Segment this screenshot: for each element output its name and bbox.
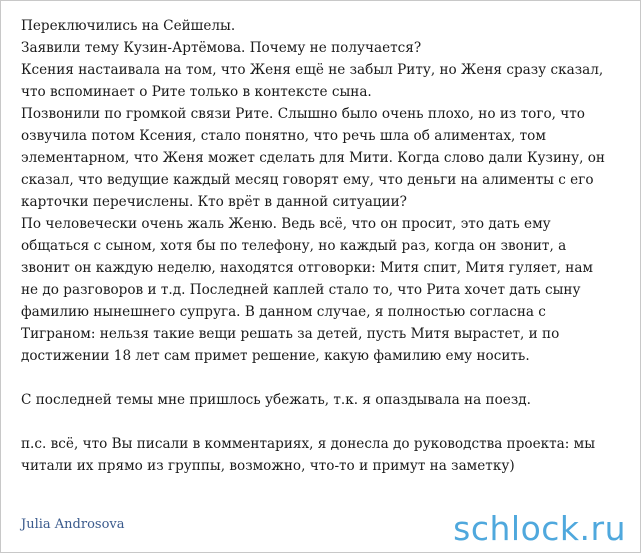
author-signature: Julia Androsova: [21, 517, 125, 532]
ps-line: п.с. всё, что Вы писали в комментариях, я донесла до руководства проекта: мы: [21, 436, 596, 452]
article-body: [21, 15, 627, 477]
article-line: Переключились на Сейшелы.: [21, 18, 236, 34]
article-line: достижении 18 лет сам примет решение, какую фамилию ему носить.: [21, 348, 530, 364]
article-line: Позвонили по громкой связи Рите. Слышно было очень плохо, но из того, что: [21, 106, 585, 122]
article-line: По человечески очень жаль Женю. Ведь всё, что он просит, это дать ему: [21, 216, 551, 232]
paragraph-gap: [21, 411, 627, 433]
site-watermark: schlock.ru: [453, 509, 626, 548]
article-line: Тиграном: нельзя такие вещи решать за детей, пусть Митя вырастет, и по: [21, 326, 560, 342]
article-line: карточки перечислены. Кто врёт в данной ситуации?: [21, 194, 407, 210]
article-line: С последней темы мне пришлось убежать, т.к. я опаздывала на поезд.: [21, 392, 531, 408]
paragraph-gap: [21, 367, 627, 389]
article-line: общаться с сыном, хотя бы по телефону, но каждый раз, когда он звонит, а: [21, 238, 567, 254]
article-line: озвучила потом Ксения, стало понятно, что речь шла об алиментах, том: [21, 128, 546, 144]
article-line: элементарном, что Женя может сделать для Мити. Когда слово дали Кузину, он: [21, 150, 605, 166]
article-line: что вспоминает о Рите только в контексте сына.: [21, 84, 372, 100]
article-line: Ксения настаивала на том, что Женя ещё не забыл Риту, но Женя сразу сказал,: [21, 62, 604, 78]
ps-line: читали их прямо из группы, возможно, что-то и примут на заметку): [21, 458, 515, 474]
article-line: Заявили тему Кузин-Артёмова. Почему не получается?: [21, 40, 422, 56]
article-line: фамилию нынешнего супруга. В данном случае, я полностью согласна с: [21, 304, 546, 320]
article-line: не до разговоров и т.д. Последней каплей стало то, что Рита хочет дать сыну: [21, 282, 581, 298]
article-line: звонит он каждую неделю, находятся отговорки: Митя спит, Митя гуляет, нам: [21, 260, 594, 276]
article-line: сказал, что ведущие каждый месяц говорят ему, что деньги на алименты с его: [21, 172, 594, 188]
